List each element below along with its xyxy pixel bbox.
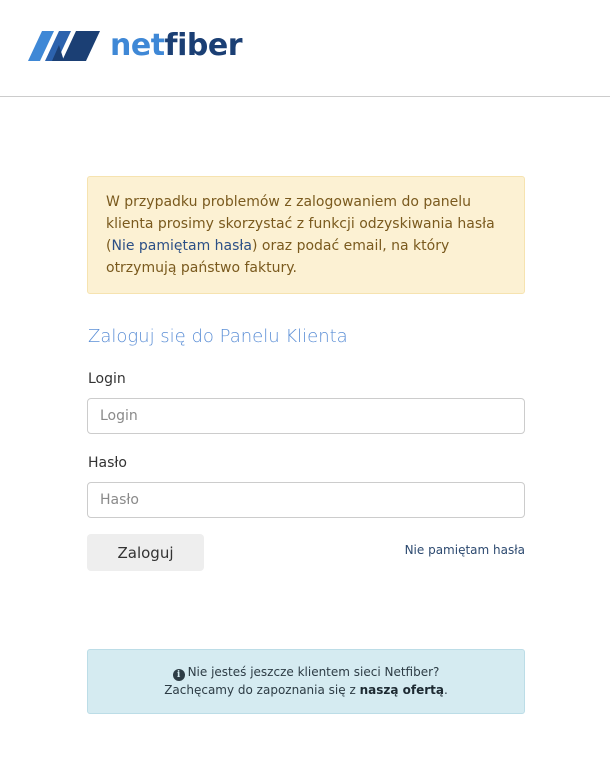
notice-forgot-password-link[interactable]: Nie pamiętam hasła (111, 238, 252, 254)
forgot-password-link[interactable]: Nie pamiętam hasła (404, 543, 525, 557)
login-problem-notice (87, 176, 525, 294)
password-input[interactable] (87, 482, 525, 518)
info-line-2 (88, 681, 524, 699)
login-button[interactable]: Zaloguj (87, 534, 204, 571)
logo-text-net: net (110, 28, 165, 63)
info-line-2-before: Zachęcamy do zapoznania się z (164, 683, 360, 697)
info-line-2-after: . (443, 683, 448, 697)
info-circle-icon: i (173, 669, 185, 681)
info-line-1 (88, 663, 524, 681)
login-label: Login (88, 371, 126, 387)
login-input[interactable] (87, 398, 525, 434)
info-line-1-text: Nie jesteś jeszcze klientem sieci Netfiber? (187, 665, 440, 679)
password-label: Hasło (88, 455, 127, 471)
offer-link[interactable]: naszą ofertą (359, 683, 444, 697)
notice-text-after: ) oraz podać email, na który otrzymują państwo faktury. (106, 238, 450, 276)
login-form-title: Zaloguj się do Panelu Klienta (88, 326, 348, 347)
netfiber-logo-icon (28, 31, 100, 61)
notice-text-before: W przypadku problemów z zalogowaniem do panelu klienta prosimy skorzystać z funkcji odzyskiwania hasła ( (106, 194, 495, 254)
site-header (0, 0, 610, 97)
logo-wordmark (110, 28, 242, 64)
logo-text-fiber: fiber (164, 28, 242, 63)
logo-link[interactable] (28, 28, 242, 64)
new-client-info-box (87, 649, 525, 714)
